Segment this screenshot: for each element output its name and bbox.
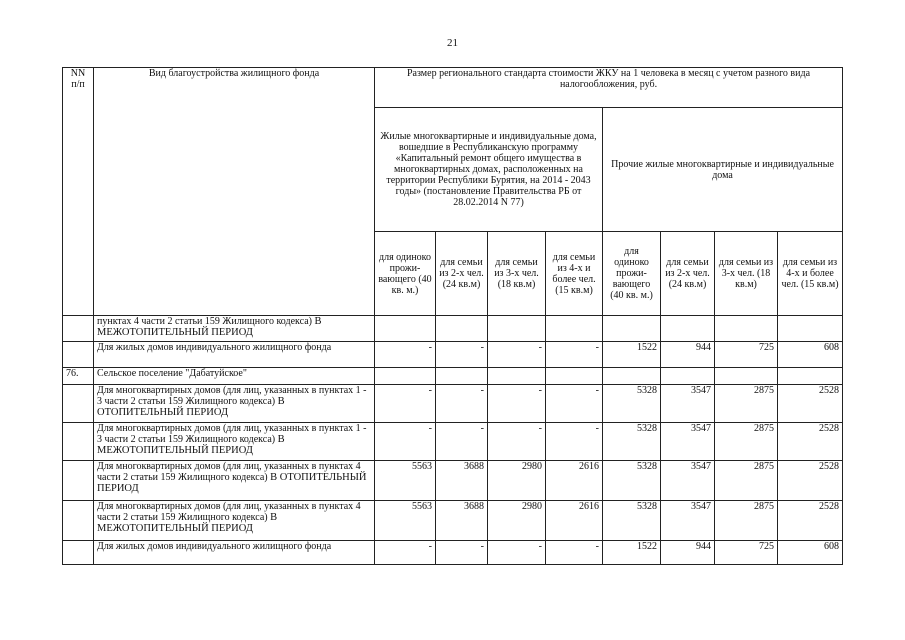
table-row [63,342,843,368]
value-cell: 1522 [603,541,661,565]
row-number [63,342,94,368]
row-description [94,501,375,541]
value-cell: 3688 [436,461,488,501]
header-col: для семьи из 3-х чел. (18 кв.м) [488,232,546,316]
value-cell: 608 [778,541,843,565]
row-description [94,316,375,342]
row-description-text: Для многоквартирных домов (для лиц, указанных в пунктах 1 - 3 части 2 статьи 159 Жилищного кодекса) [97,423,367,445]
table-row [63,385,843,423]
value-cell: - [375,342,436,368]
header-col: для одиноко прожи-вающего (40 кв. м.) [603,232,661,316]
value-cell: 2616 [546,501,603,541]
row-description [94,342,375,368]
value-cell: 3688 [436,501,488,541]
value-cell: - [488,385,546,423]
row-description-text: Сельское поселение "Дабатуйское" [97,368,247,379]
header-type: Вид благоустройства жилищного фонда [94,68,375,316]
table-row [63,541,843,565]
header-nn: NN п/п [63,68,94,316]
table-row [63,501,843,541]
header-col: для семьи из 4-х и более чел. (15 кв.м) [546,232,603,316]
value-cell: 3547 [661,385,715,423]
value-cell: - [546,342,603,368]
value-cell: - [436,423,488,461]
row-description [94,461,375,501]
tariff-table [62,67,843,565]
row-period: В МЕЖОТОПИТЕЛЬНЫЙ ПЕРИОД [97,434,285,456]
value-cell [661,316,715,342]
row-number [63,501,94,541]
value-cell: - [546,423,603,461]
row-description [94,423,375,461]
value-cell: 2528 [778,501,843,541]
value-cell: - [436,385,488,423]
value-cell: 3547 [661,501,715,541]
value-cell: - [488,541,546,565]
value-cell [603,316,661,342]
value-cell: - [375,385,436,423]
value-cell: 1522 [603,342,661,368]
table-row [63,423,843,461]
value-cell [488,368,546,385]
value-cell [375,368,436,385]
value-cell: - [488,423,546,461]
header-col: для одиноко прожи-вающего (40 кв. м.) [375,232,436,316]
header-size: Размер регионального стандарта стоимости ЖКУ на 1 человека в месяц с учетом разного вида налогообложения, руб. [375,68,843,108]
value-cell: - [436,541,488,565]
value-cell: - [546,541,603,565]
table-row [63,461,843,501]
value-cell: 3547 [661,423,715,461]
value-cell: 725 [715,541,778,565]
value-cell: 2875 [715,423,778,461]
value-cell: 2875 [715,461,778,501]
value-cell: 2875 [715,385,778,423]
table-row [63,368,843,385]
row-description [94,368,375,385]
value-cell: 2528 [778,461,843,501]
row-number [63,385,94,423]
value-cell [778,368,843,385]
value-cell: 608 [778,342,843,368]
value-cell: 5328 [603,423,661,461]
row-description [94,385,375,423]
value-cell: 2528 [778,385,843,423]
row-description-text: Для жилых домов индивидуального жилищного фонда [97,541,332,552]
value-cell: 2875 [715,501,778,541]
value-cell: - [488,342,546,368]
value-cell: 3547 [661,461,715,501]
value-cell [488,316,546,342]
row-description-text: Для жилых домов индивидуального жилищного фонда [97,342,332,353]
value-cell: - [436,342,488,368]
value-cell: - [375,541,436,565]
row-number [63,316,94,342]
value-cell: 5328 [603,461,661,501]
row-description-text: пунктах 4 части 2 статьи 159 Жилищного кодекса) [97,316,312,327]
value-cell: 5563 [375,501,436,541]
row-number: 76. [63,368,94,385]
row-period: В ОТОПИТЕЛЬНЫЙ ПЕРИОД [97,472,367,494]
value-cell [715,368,778,385]
row-description-text: Для многоквартирных домов (для лиц, указанных в пунктах 4 части 2 статьи 159 Жилищного кодекса) [97,461,361,483]
value-cell [546,316,603,342]
header-col: для семьи из 3-х чел. (18 кв.м) [715,232,778,316]
value-cell: 944 [661,342,715,368]
row-period: В МЕЖОТОПИТЕЛЬНЫЙ ПЕРИОД [97,512,278,534]
value-cell [715,316,778,342]
table-row [63,316,843,342]
header-col: для семьи из 2-х чел. (24 кв.м) [436,232,488,316]
value-cell: 2980 [488,501,546,541]
row-description-text: Для многоквартирных домов (для лиц, указанных в пунктах 1 - 3 части 2 статьи 159 Жилищного кодекса) [97,385,367,407]
value-cell: 5328 [603,501,661,541]
value-cell [603,368,661,385]
value-cell: 2980 [488,461,546,501]
value-cell: 5563 [375,461,436,501]
value-cell [436,316,488,342]
value-cell [778,316,843,342]
value-cell [436,368,488,385]
row-number [63,461,94,501]
row-description [94,541,375,565]
value-cell [546,368,603,385]
value-cell [661,368,715,385]
value-cell: 2528 [778,423,843,461]
value-cell [375,316,436,342]
row-number [63,541,94,565]
row-period: В ОТОПИТЕЛЬНЫЙ ПЕРИОД [97,396,285,418]
value-cell: 5328 [603,385,661,423]
value-cell: 725 [715,342,778,368]
header-col: для семьи из 4-х и более чел. (15 кв.м) [778,232,843,316]
value-cell: 944 [661,541,715,565]
value-cell: - [375,423,436,461]
header-group-other: Прочие жилые многоквартирные и индивидуальные дома [603,108,843,232]
header-group-capital-repair: Жилые многоквартирные и индивидуальные дома, вошедшие в Республиканскую программу «Капитальный ремонт общего имущества в многоквартирных домах, расположенных на территории Республики Бурятия, на 2014 - 2043 годы» (постановление Правительства РБ от 28.02.2014 N 77) [375,108,603,232]
value-cell: - [546,385,603,423]
value-cell: 2616 [546,461,603,501]
header-col: для семьи из 2-х чел. (24 кв.м) [661,232,715,316]
page-number: 21 [447,37,458,49]
row-number [63,423,94,461]
row-period: В МЕЖОТОПИТЕЛЬНЫЙ ПЕРИОД [97,316,322,338]
row-description-text: Для многоквартирных домов (для лиц, указанных в пунктах 4 части 2 статьи 159 Жилищного кодекса) [97,501,361,523]
